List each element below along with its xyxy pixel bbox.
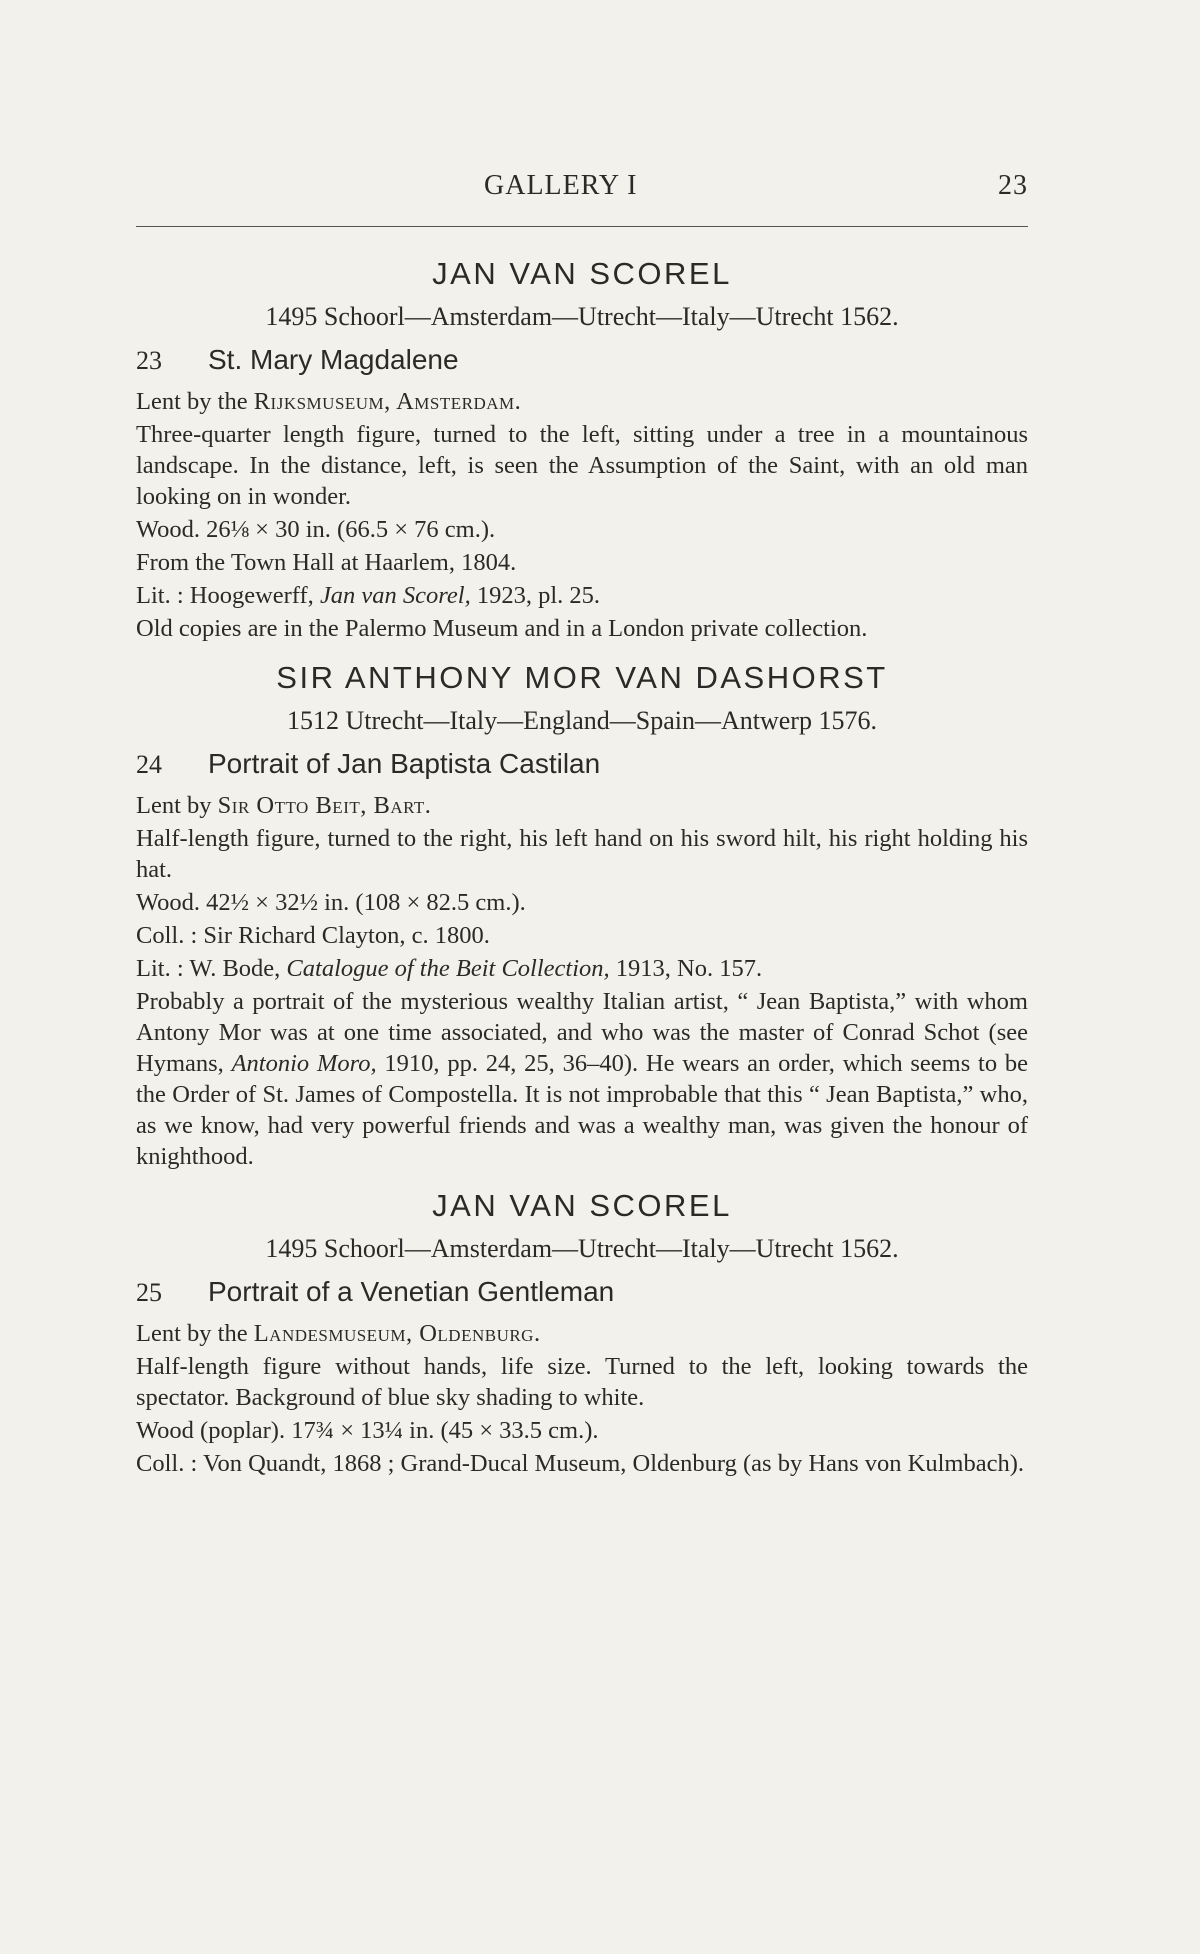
painting-title: Portrait of a Venetian Gentleman	[208, 1276, 615, 1307]
artist-name: JAN VAN SCOREL	[432, 1188, 732, 1223]
lender-name: Sir Otto Beit, Bart.	[217, 792, 432, 819]
lender-line	[136, 1318, 1028, 1349]
collection: Coll. : Sir Richard Clayton, c. 1800.	[136, 922, 490, 949]
catalogue-number: 23	[136, 346, 162, 375]
page-number: 23	[998, 170, 1028, 201]
literature	[136, 953, 1028, 984]
painting-title: Portrait of Jan Baptista Castilan	[208, 748, 601, 779]
entry-heading	[136, 748, 1028, 780]
catalogue-content	[136, 250, 1028, 1495]
description: Half-length figure, turned to the right, his left hand on his sword hilt, his right holding his hat.	[136, 825, 1028, 883]
artist-name: JAN VAN SCOREL	[432, 256, 732, 291]
note-part-1: Probably a portrait of the mysterious wealthy Italian artist, “ Jean Baptista,” with whom Antony Mor was at one time associated, and who was the master of Conrad Schot (see Hymans,	[136, 988, 1028, 1077]
entry-23	[136, 256, 1028, 644]
description: Three-quarter length figure, turned to the left, sitting under a tree in a mountainous landscape. In the distance, left, is seen the Assumption of the Saint, with an old man looking on in wonder.	[136, 421, 1028, 510]
collection: Coll. : Von Quandt, 1868 ; Grand-Ducal Museum, Oldenburg (as by Hans von Kulmbach).	[136, 1450, 1025, 1477]
description: Half-length figure without hands, life size. Turned to the left, looking towards the spectator. Background of blue sky shading to white.	[136, 1353, 1028, 1411]
medium-dimensions: Wood. 26⅛ × 30 in. (66.5 × 76 cm.).	[136, 516, 496, 543]
medium-dimensions: Wood (poplar). 17¾ × 13¼ in. (45 × 33.5 cm.).	[136, 1417, 599, 1444]
catalogue-number: 25	[136, 1278, 162, 1307]
entry-24	[136, 660, 1028, 1172]
artist-name: SIR ANTHONY MOR VAN DASHORST	[276, 660, 888, 695]
note: Old copies are in the Palermo Museum and in a London private collection.	[136, 615, 868, 642]
literature	[136, 580, 1028, 611]
literature-suffix: 1913, No. 157.	[615, 955, 763, 982]
note-part-2: 1910, pp. 24, 25, 36–40). He wears an order, which seems to be the Order of St. James of Compostella. It is not improbable that this “ Jean Baptista,” who, as we know, had very powerful friends and was a wealthy man, was given the honour of knighthood.	[136, 1050, 1028, 1170]
literature-prefix: Lit. : W. Bode,	[136, 955, 281, 982]
literature-prefix: Lit. : Hoogewerff,	[136, 582, 314, 609]
provenance: From the Town Hall at Haarlem, 1804.	[136, 549, 517, 576]
entry-25	[136, 1188, 1028, 1479]
literature-title: Jan van Scorel,	[319, 582, 471, 609]
lender-line	[136, 386, 1028, 417]
lender-prefix: Lent by the	[136, 1320, 248, 1347]
note	[136, 986, 1028, 1172]
artist-dates: 1495 Schoorl—Amsterdam—Utrecht—Italy—Utrecht 1562.	[265, 302, 899, 331]
note-title: Antonio Moro,	[231, 1050, 377, 1077]
artist-dates: 1512 Utrecht—Italy—England—Spain—Antwerp 1576.	[287, 706, 877, 735]
entry-heading	[136, 1276, 1028, 1308]
lender-prefix: Lent by	[136, 792, 212, 819]
artist-dates: 1495 Schoorl—Amsterdam—Utrecht—Italy—Utrecht 1562.	[265, 1234, 899, 1263]
medium-dimensions: Wood. 42½ × 32½ in. (108 × 82.5 cm.).	[136, 889, 526, 916]
literature-suffix: 1923, pl. 25.	[476, 582, 601, 609]
lender-line	[136, 790, 1028, 821]
gallery-title: GALLERY I	[484, 170, 638, 201]
lender-name: Rijksmuseum, Amsterdam.	[253, 388, 522, 415]
lender-name: Landesmuseum, Oldenburg.	[253, 1320, 541, 1347]
entry-heading	[136, 344, 1028, 376]
painting-title: St. Mary Magdalene	[208, 344, 459, 375]
literature-title: Catalogue of the Beit Collection,	[286, 955, 610, 982]
lender-prefix: Lent by the	[136, 388, 248, 415]
catalogue-number: 24	[136, 750, 162, 779]
header-rule	[136, 226, 1028, 227]
